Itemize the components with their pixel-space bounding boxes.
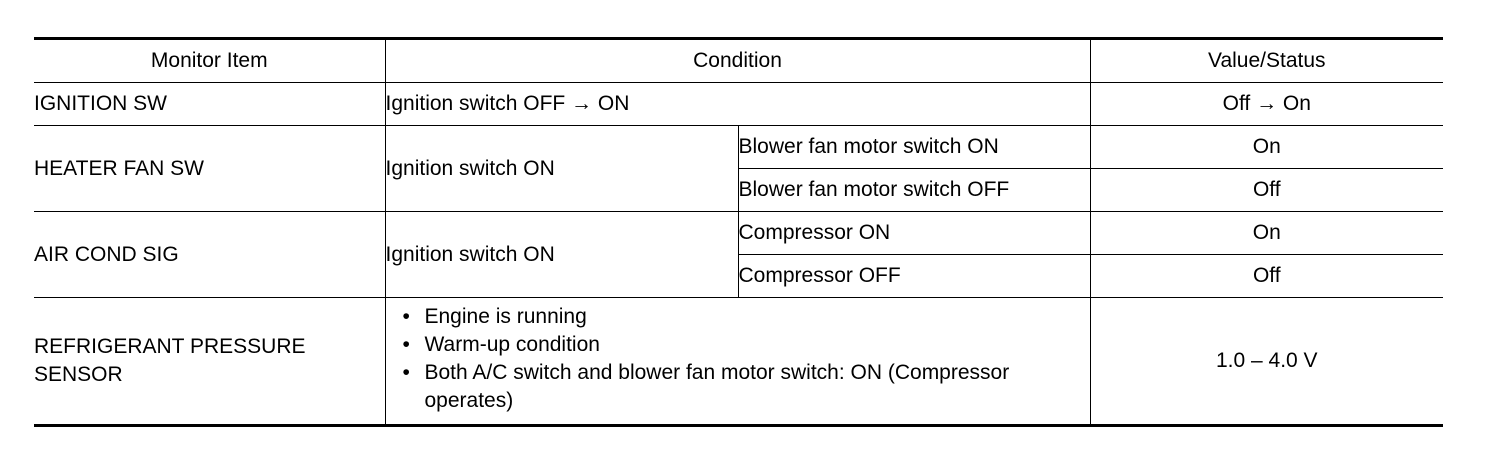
header-monitor-item: Monitor Item <box>34 39 385 83</box>
header-condition: Condition <box>385 39 1090 83</box>
condition-cell: Ignition switch OFF → ON <box>385 83 1090 126</box>
value-cell: On <box>1090 212 1443 255</box>
condition-cell: Ignition switch ON <box>385 126 738 212</box>
condition-list-item: • Warm-up condition <box>401 331 1082 359</box>
sub-condition-cell: Compressor ON <box>738 212 1090 255</box>
value-cell: 1.0 – 4.0 V <box>1090 298 1443 426</box>
monitor-item-cell: AIR COND SIG <box>34 212 385 298</box>
value-cell: Off → On <box>1090 83 1443 126</box>
table-row <box>34 126 1443 169</box>
monitor-item-line: SENSOR <box>34 363 123 386</box>
condition-cell <box>385 298 1090 426</box>
sub-condition-cell: Blower fan motor switch ON <box>738 126 1090 169</box>
monitor-table <box>34 37 1443 427</box>
table-row <box>34 298 1443 426</box>
table-header-row <box>34 39 1443 83</box>
monitor-item-cell <box>34 298 385 426</box>
value-cell: Off <box>1090 255 1443 298</box>
condition-list <box>386 301 1090 421</box>
table-row <box>34 83 1443 126</box>
monitor-item-line: REFRIGERANT PRESSURE <box>34 335 306 358</box>
table-row <box>34 212 1443 255</box>
sub-condition-cell: Blower fan motor switch OFF <box>738 169 1090 212</box>
condition-cell: Ignition switch ON <box>385 212 738 298</box>
condition-list-item: • Both A/C switch and blower fan motor switch: ON (Compressor operates) <box>401 359 1082 415</box>
value-cell: Off <box>1090 169 1443 212</box>
monitor-item-cell: IGNITION SW <box>34 83 385 126</box>
monitor-item-cell: HEATER FAN SW <box>34 126 385 212</box>
condition-list-item: • Engine is running <box>401 303 1082 331</box>
sub-condition-cell: Compressor OFF <box>738 255 1090 298</box>
value-cell: On <box>1090 126 1443 169</box>
header-value-status: Value/Status <box>1090 39 1443 83</box>
